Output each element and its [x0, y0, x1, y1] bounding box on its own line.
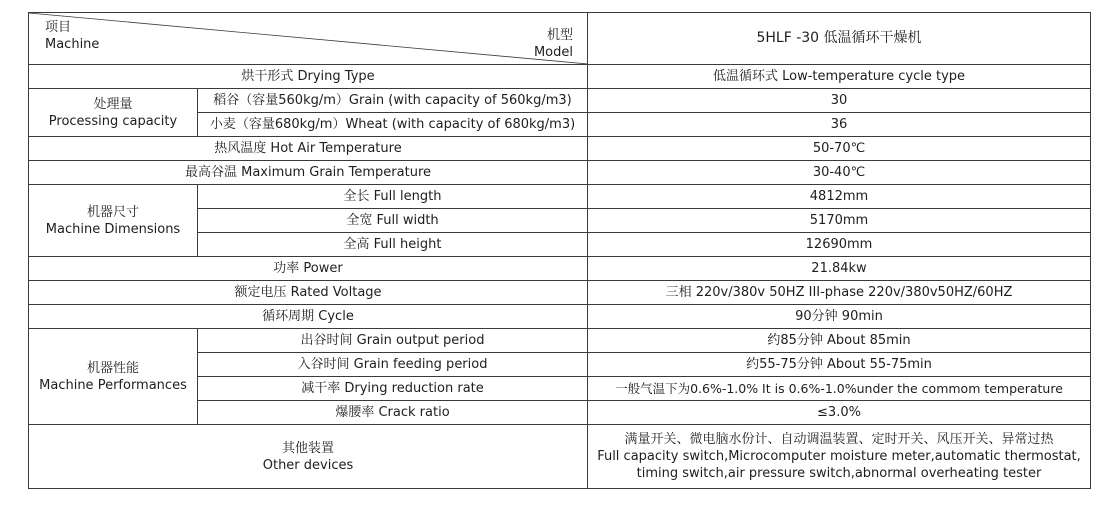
group-label-en: Machine Performances — [39, 377, 187, 393]
spec-label: 热风温度 Hot Air Temperature — [29, 137, 588, 161]
spec-label: 爆腰率 Crack ratio — [198, 401, 588, 425]
group-label-en: Processing capacity — [48, 113, 178, 129]
spec-label: 稻谷（容量560kg/m）Grain (with capacity of 560kg/m3) — [198, 89, 588, 113]
row-header-cn: 项目 — [45, 20, 72, 35]
spec-label: 全长 Full length — [198, 185, 588, 209]
spec-value: 30 — [588, 89, 1091, 113]
spec-row-max-grain-temperature — [29, 161, 1091, 185]
header-corner-cell — [29, 13, 588, 65]
spec-value: 4812mm — [588, 185, 1091, 209]
spec-table — [28, 12, 1091, 489]
spec-value: 50-70℃ — [588, 137, 1091, 161]
spec-label: 额定电压 Rated Voltage — [29, 281, 588, 305]
model-name: 5HLF -30 低温循环干燥机 — [588, 13, 1091, 65]
spec-row-grain-output-period — [29, 329, 1091, 353]
spec-row-other-devices — [29, 425, 1091, 489]
other-devices-label-cn: 其他装置 — [281, 440, 334, 456]
other-devices-label-en: Other devices — [262, 457, 354, 473]
spec-value: 低温循环式 Low-temperature cycle type — [588, 65, 1091, 89]
spec-row-rated-voltage — [29, 281, 1091, 305]
spec-value: 21.84kw — [588, 257, 1091, 281]
column-header-en: Model — [533, 45, 573, 60]
group-processing-capacity — [29, 89, 198, 137]
row-header-en: Machine — [45, 37, 100, 52]
spec-label: 循环周期 Cycle — [29, 305, 588, 329]
other-devices-line: timing switch,air pressure switch,abnormal overheating tester — [636, 466, 1042, 481]
spec-row-capacity-grain — [29, 89, 1091, 113]
spec-label-other-devices — [29, 425, 588, 489]
column-header-cn: 机型 — [546, 28, 573, 43]
spec-value: 约55-75分钟 About 55-75min — [588, 353, 1091, 377]
diagonal-divider — [29, 13, 588, 64]
spec-value: 36 — [588, 113, 1091, 137]
spec-label: 小麦（容量680kg/m）Wheat (with capacity of 680kg/m3) — [198, 113, 588, 137]
group-label-cn: 机器尺寸 — [86, 204, 139, 220]
row-header-label — [45, 19, 99, 53]
group-label-cn: 处理量 — [93, 96, 133, 112]
spec-row-full-length — [29, 185, 1091, 209]
spec-value: 一般气温下为0.6%-1.0% It is 0.6%-1.0%under the commom temperature — [588, 377, 1091, 401]
other-devices-value — [588, 425, 1091, 489]
spec-label: 出谷时间 Grain output period — [198, 329, 588, 353]
other-devices-line: Full capacity switch,Microcomputer moisture meter,automatic thermostat, — [597, 449, 1081, 464]
group-label-cn: 机器性能 — [86, 360, 139, 376]
spec-value: 5170mm — [588, 209, 1091, 233]
group-label-en: Machine Dimensions — [45, 221, 181, 237]
spec-value: ≤3.0% — [588, 401, 1091, 425]
spec-label: 功率 Power — [29, 257, 588, 281]
spec-label: 最高谷温 Maximum Grain Temperature — [29, 161, 588, 185]
spec-row-power — [29, 257, 1091, 281]
spec-value: 约85分钟 About 85min — [588, 329, 1091, 353]
spec-label: 减干率 Drying reduction rate — [198, 377, 588, 401]
spec-label: 全宽 Full width — [198, 209, 588, 233]
spec-value: 三相 220v/380v 50HZ III-phase 220v/380v50HZ/60HZ — [588, 281, 1091, 305]
header-row — [29, 13, 1091, 65]
spec-row-drying-type — [29, 65, 1091, 89]
spec-value: 90分钟 90min — [588, 305, 1091, 329]
spec-label: 入谷时间 Grain feeding period — [198, 353, 588, 377]
spec-row-hot-air-temperature — [29, 137, 1091, 161]
column-header-label — [534, 27, 573, 61]
other-devices-line: 满量开关、微电脑水份计、自动调温装置、定时开关、风压开关、异常过热 — [624, 432, 1054, 447]
spec-sheet — [28, 12, 1090, 489]
spec-label: 烘干形式 Drying Type — [29, 65, 588, 89]
spec-row-cycle — [29, 305, 1091, 329]
spec-label: 全高 Full height — [198, 233, 588, 257]
group-machine-dimensions — [29, 185, 198, 257]
group-machine-performances — [29, 329, 198, 425]
spec-value: 30-40℃ — [588, 161, 1091, 185]
spec-value: 12690mm — [588, 233, 1091, 257]
